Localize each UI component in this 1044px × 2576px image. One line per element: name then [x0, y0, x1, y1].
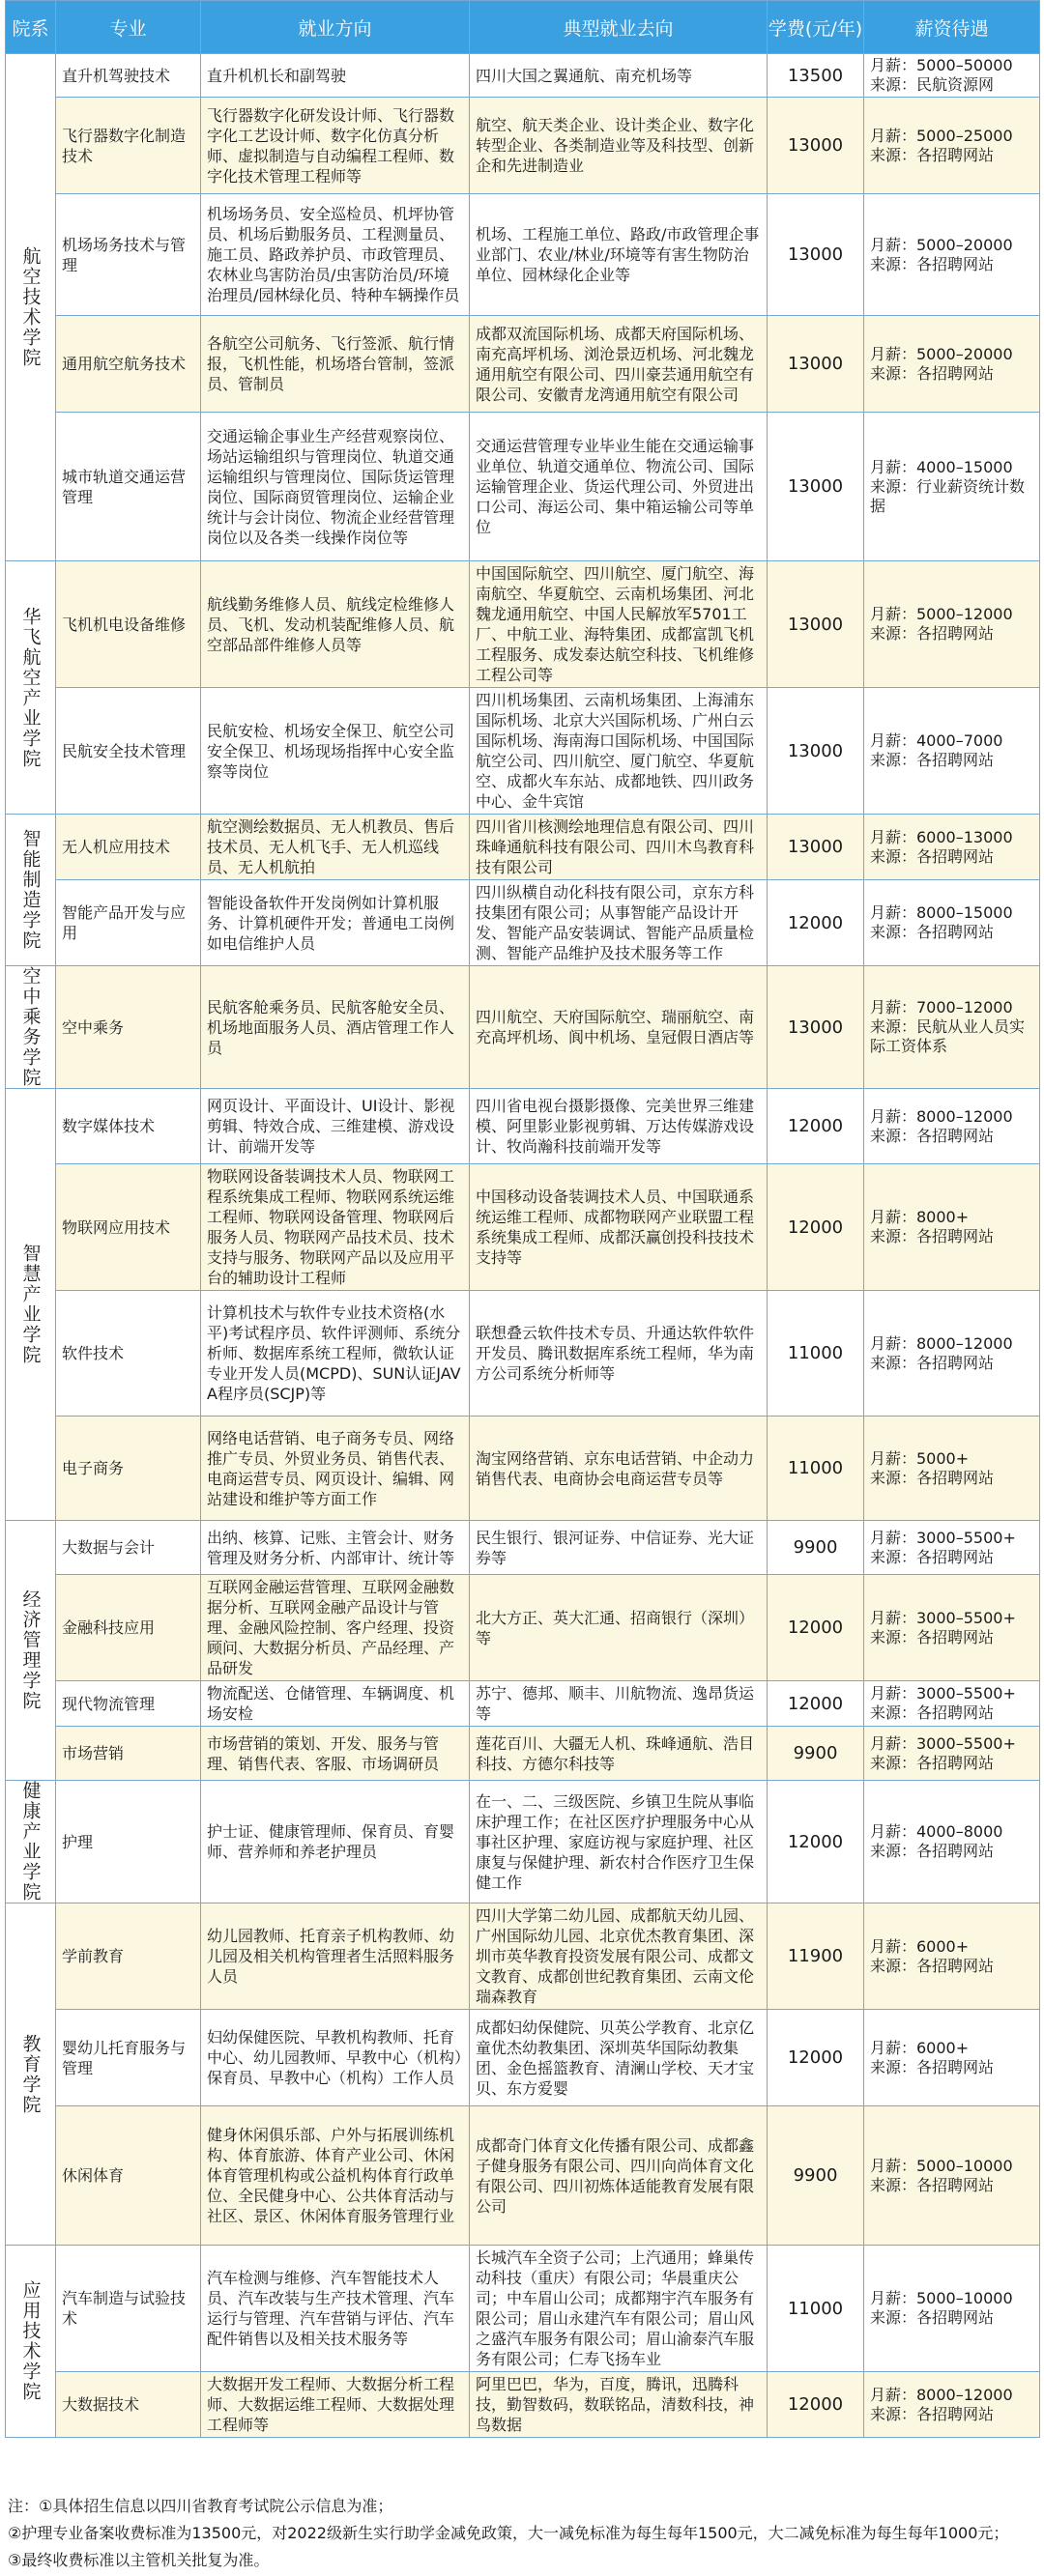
destination-cell: 成都妇幼保健院、贝英公学教育、北京亿童优杰幼教集团、深圳英华国际幼教集团、金色摇篮教育、清澜山学校、天才宝贝、东方爱婴	[470, 2010, 768, 2106]
salary-cell: 月薪：6000–13000 来源：各招聘网站	[864, 815, 1040, 880]
header-college: 院系	[6, 1, 56, 54]
direction-cell: 机场场务员、安全巡检员、机坪协管员、机场后勤服务员、工程测量员、施工员、路政养护员、市政管理员、农林业鸟害防治员/虫害防治员/环境治理员/园林绿化员、特种车辆操作员	[201, 194, 470, 316]
salary-cell: 月薪：5000–10000 来源：各招聘网站	[864, 2106, 1040, 2246]
major-cell: 无人机应用技术	[56, 815, 201, 880]
salary-cell: 月薪：4000–15000 来源：行业薪资统计数据	[864, 413, 1040, 561]
salary-cell: 月薪：4000–8000 来源：各招聘网站	[864, 1781, 1040, 1903]
salary-cell: 月薪：3000–5500+ 来源：各招聘网站	[864, 1575, 1040, 1681]
table-row	[6, 1417, 1040, 1521]
college-name: 智能制造学院	[6, 815, 56, 966]
destination-cell: 在一、二、三级医院、乡镇卫生院从事临床护理工作；在社区医疗护理服务中心从事社区护理、家庭访视与家庭护理、社区康复与保健护理、新农村合作医疗卫生保健工作	[470, 1781, 768, 1903]
major-cell: 护理	[56, 1781, 201, 1903]
major-cell: 智能产品开发与应用	[56, 880, 201, 966]
majors-table	[5, 0, 1040, 2438]
direction-cell: 出纳、核算、记账、主管会计、财务管理及财务分析、内部审计、统计等	[201, 1521, 470, 1575]
destination-cell: 航空、航天类企业、设计类企业、数字化转型企业、各类制造业等及科技型、创新企和先进制造业	[470, 98, 768, 194]
destination-cell: 四川机场集团、云南机场集团、上海浦东国际机场、北京大兴国际机场、广州白云国际机场、海南海口国际机场、中国国际航空公司、四川航空、厦门航空、华夏航空、成都火车东站、成都地铁、四川政务中心、金牛宾馆	[470, 688, 768, 815]
destination-cell: 交通运营管理专业毕业生能在交通运输事业单位、轨道交通单位、物流公司、国际运输管理企业、货运代理公司、外贸进出口公司、海运公司、集中箱运输公司等单位	[470, 413, 768, 561]
salary-cell: 月薪：3000–5500+ 来源：各招聘网站	[864, 1727, 1040, 1781]
major-cell: 大数据与会计	[56, 1521, 201, 1575]
college-name: 华飞航空产业学院	[6, 561, 56, 815]
college-name: 智慧产业学院	[6, 1089, 56, 1521]
footnotes	[8, 2493, 1036, 2574]
salary-cell: 月薪：8000–12000 来源：各招聘网站	[864, 2372, 1040, 2438]
destination-cell: 中国移动设备装调技术人员、中国联通系统运维工程师、成都物联网产业联盟工程系统集成工程师、成都沃赢创投科技技术支持等	[470, 1164, 768, 1291]
destination-cell: 联想叠云软件技术专员、升通达软件软件开发员、腾讯数据库系统工程师，华为南方公司系统分析师等	[470, 1291, 768, 1417]
destination-cell: 民生银行、银河证券、中信证券、光大证券等	[470, 1521, 768, 1575]
table-row	[6, 561, 1040, 688]
destination-cell: 四川航空、天府国际航空、瑞丽航空、南充高坪机场、阆中机场、皇冠假日酒店等	[470, 966, 768, 1089]
fee-cell: 12000	[768, 880, 864, 966]
major-cell: 电子商务	[56, 1417, 201, 1521]
fee-cell: 13500	[768, 54, 864, 98]
direction-cell: 物流配送、仓储管理、车辆调度、机场安检	[201, 1681, 470, 1727]
fee-cell: 12000	[768, 1681, 864, 1727]
destination-cell: 长城汽车全资子公司；上汽通用；蜂巢传动科技（重庆）有限公司；华晨重庆公司；中车眉山公司；成都翔宇汽车服务有限公司；眉山永建汽车有限公司；眉山风之盛汽车服务有限公司；眉山渝泰汽车服务有限公司；仁寿飞扬车业	[470, 2246, 768, 2372]
direction-cell: 幼儿园教师、托育亲子机构教师、幼儿园及相关机构管理者生活照料服务人员	[201, 1903, 470, 2010]
college-name: 健康产业学院	[6, 1781, 56, 1903]
direction-cell: 各航空公司航务、飞行签派、航行情报，飞机性能，机场塔台管制，签派员、管制员	[201, 316, 470, 413]
fee-cell: 9900	[768, 2106, 864, 2246]
salary-cell: 月薪：5000+ 来源：各招聘网站	[864, 1417, 1040, 1521]
major-cell: 汽车制造与试验技术	[56, 2246, 201, 2372]
fee-cell: 13000	[768, 688, 864, 815]
direction-cell: 网页设计、平面设计、UI设计、影视剪辑、特效合成、三维建模、游戏设计、前端开发等	[201, 1089, 470, 1164]
major-cell: 物联网应用技术	[56, 1164, 201, 1291]
table-row	[6, 1727, 1040, 1781]
major-cell: 婴幼儿托育服务与管理	[56, 2010, 201, 2106]
footnote-1: 注：①具体招生信息以四川省教育考试院公示信息为准；	[8, 2497, 393, 2515]
table-row	[6, 2010, 1040, 2106]
salary-cell: 月薪：8000–15000 来源：各招聘网站	[864, 880, 1040, 966]
destination-cell: 北大方正、英大汇通、招商银行（深圳）等	[470, 1575, 768, 1681]
fee-cell: 12000	[768, 1781, 864, 1903]
destination-cell: 成都双流国际机场、成都天府国际机场、南充高坪机场、浏沧景迈机场、河北魏龙通用航空有限公司、四川豪芸通用航空有限公司、安徽青龙湾通用航空有限公司	[470, 316, 768, 413]
table-header-row	[6, 1, 1040, 54]
direction-cell: 物联网设备装调技术人员、物联网工程系统集成工程师、物联网系统运维工程师、物联网设备管理、物联网后服务人员、物联网产品技术员、技术支持与服务、物联网产品以及应用平台的辅助设计工程师	[201, 1164, 470, 1291]
direction-cell: 市场营销的策划、开发、服务与管理、销售代表、客服、市场调研员	[201, 1727, 470, 1781]
salary-cell: 月薪：8000+ 来源：各招聘网站	[864, 1164, 1040, 1291]
destination-cell: 四川大国之翼通航、南充机场等	[470, 54, 768, 98]
table-row	[6, 2246, 1040, 2372]
fee-cell: 12000	[768, 1575, 864, 1681]
header-major: 专业	[56, 1, 201, 54]
table-row	[6, 1781, 1040, 1903]
destination-cell: 阿里巴巴，华为，百度，腾讯，迅腾科技，勤智数码，数联铭品，清数科技，神鸟数据	[470, 2372, 768, 2438]
destination-cell: 苏宁、德邦、顺丰、川航物流、逸昂货运等	[470, 1681, 768, 1727]
direction-cell: 航线勤务维修人员、航线定检维修人员、飞机、发动机装配维修人员、航空部品部件维修人员等	[201, 561, 470, 688]
fee-cell: 13000	[768, 316, 864, 413]
salary-cell: 月薪：3000–5500+ 来源：各招聘网站	[864, 1521, 1040, 1575]
fee-cell: 11000	[768, 2246, 864, 2372]
fee-cell: 13000	[768, 966, 864, 1089]
direction-cell: 网络电话营销、电子商务专员、网络推广专员、外贸业务员、销售代表、电商运营专员、网页设计、编辑、网站建设和维护等方面工作	[201, 1417, 470, 1521]
major-cell: 民航安全技术管理	[56, 688, 201, 815]
direction-cell: 健身休闲俱乐部、户外与拓展训练机构、体育旅游、体育产业公司、休闲体育管理机构或公益机构体育行政单位、全民健身中心、公共体育活动与社区、景区、休闲体育服务管理行业	[201, 2106, 470, 2246]
fee-cell: 13000	[768, 815, 864, 880]
direction-cell: 飞行器数字化研发设计师、飞行器数字化工艺设计师、数字化仿真分析师、虚拟制造与自动编程工程师、数字化技术管理工程师等	[201, 98, 470, 194]
direction-cell: 互联网金融运营管理、互联网金融数据分析、互联网金融产品设计与管理、金融风险控制、客户经理、投资顾问、大数据分析员、产品经理、产品研发	[201, 1575, 470, 1681]
fee-cell: 11000	[768, 1291, 864, 1417]
salary-cell: 月薪：8000–12000 来源：各招聘网站	[864, 1089, 1040, 1164]
salary-cell: 月薪：6000+ 来源：各招聘网站	[864, 2010, 1040, 2106]
major-cell: 大数据技术	[56, 2372, 201, 2438]
table-row	[6, 2372, 1040, 2438]
salary-cell: 月薪：6000+ 来源：各招聘网站	[864, 1903, 1040, 2010]
salary-cell: 月薪：5000–10000 来源：各招聘网站	[864, 2246, 1040, 2372]
table-row	[6, 688, 1040, 815]
table-row	[6, 1681, 1040, 1727]
major-cell: 飞行器数字化制造技术	[56, 98, 201, 194]
major-cell: 直升机驾驶技术	[56, 54, 201, 98]
fee-cell: 12000	[768, 2372, 864, 2438]
direction-cell: 智能设备软件开发岗例如计算机服务、计算机硬件开发；普通电工岗例如电信维护人员	[201, 880, 470, 966]
salary-cell: 月薪：7000–12000 来源：民航从业人员实际工资体系	[864, 966, 1040, 1089]
major-cell: 市场营销	[56, 1727, 201, 1781]
destination-cell: 机场、工程施工单位、路政/市政管理企事业部门、农业/林业/环境等有害生物防治单位、园林绿化企业等	[470, 194, 768, 316]
fee-cell: 9900	[768, 1727, 864, 1781]
college-name: 经济管理学院	[6, 1521, 56, 1781]
table-row	[6, 1521, 1040, 1575]
major-cell: 现代物流管理	[56, 1681, 201, 1727]
table-row	[6, 2106, 1040, 2246]
salary-cell: 月薪：8000–12000 来源：各招聘网站	[864, 1291, 1040, 1417]
direction-cell: 护士证、健康管理师、保育员、育婴师、营养师和养老护理员	[201, 1781, 470, 1903]
salary-cell: 月薪：5000–20000 来源：各招聘网站	[864, 194, 1040, 316]
fee-cell: 13000	[768, 194, 864, 316]
salary-cell: 月薪：5000–25000 来源：各招聘网站	[864, 98, 1040, 194]
college-name: 航空技术学院	[6, 54, 56, 561]
direction-cell: 直升机机长和副驾驶	[201, 54, 470, 98]
destination-cell: 中国国际航空、四川航空、厦门航空、海南航空、华夏航空、云南机场集团、河北魏龙通用航空、中国人民解放军5701工厂、中航工业、海特集团、成都富凯飞机工程服务、成发泰达航空科技、飞机维修工程公司等	[470, 561, 768, 688]
table-row	[6, 1903, 1040, 2010]
footnote-2: ②护理专业备案收费标准为13500元，对2022级新生实行助学金减免政策，大一减免标准为每生每年1500元，大二减免标准为每生每年1000元；	[8, 2524, 1009, 2542]
destination-cell: 四川大学第二幼儿园、成都航天幼儿园、广州国际幼儿园、北京优杰教育集团、深圳市英华教育投资发展有限公司、成都文文教育、成都创世纪教育集团、云南文伦瑞森教育	[470, 1903, 768, 2010]
table-row	[6, 98, 1040, 194]
fee-cell: 13000	[768, 98, 864, 194]
direction-cell: 汽车检测与维修、汽车智能技术人员、汽车改装与生产技术管理、汽车运行与管理、汽车营销与评估、汽车配件销售以及相关技术服务等	[201, 2246, 470, 2372]
major-cell: 数字媒体技术	[56, 1089, 201, 1164]
college-name: 应用技术学院	[6, 2246, 56, 2438]
table-row	[6, 880, 1040, 966]
table-row	[6, 1291, 1040, 1417]
major-cell: 通用航空航务技术	[56, 316, 201, 413]
direction-cell: 大数据开发工程师、大数据分析工程师、大数据运维工程师、大数据处理工程师等	[201, 2372, 470, 2438]
table-body	[6, 54, 1040, 2438]
fee-cell: 12000	[768, 1164, 864, 1291]
direction-cell: 民航安检、机场安全保卫、航空公司安全保卫、机场现场指挥中心安全监察等岗位	[201, 688, 470, 815]
table-row	[6, 966, 1040, 1089]
direction-cell: 交通运输企事业生产经营观察岗位、场站运输组织与管理岗位、轨道交通运输组织与管理岗位、国际货运管理岗位、国际商贸管理岗位、运输企业统计与会计岗位、物流企业经营管理岗位以及各类一线操作岗位等	[201, 413, 470, 561]
salary-cell: 月薪：3000–5500+ 来源：各招聘网站	[864, 1681, 1040, 1727]
fee-cell: 9900	[768, 1521, 864, 1575]
table-row	[6, 54, 1040, 98]
major-cell: 城市轨道交通运营管理	[56, 413, 201, 561]
salary-cell: 月薪：5000–50000 来源：民航资源网	[864, 54, 1040, 98]
major-cell: 飞机机电设备维修	[56, 561, 201, 688]
header-fee: 学费(元/年)	[768, 1, 864, 54]
destination-cell: 四川纵横自动化科技有限公司，京东方科技集团有限公司；从事智能产品设计开发、智能产品安装调试、智能产品质量检测、智能产品维护及技术服务等工作	[470, 880, 768, 966]
table-row	[6, 316, 1040, 413]
fee-cell: 11900	[768, 1903, 864, 2010]
salary-cell: 月薪：5000–20000 来源：各招聘网站	[864, 316, 1040, 413]
college-name: 空中乘务学院	[6, 966, 56, 1089]
table-row	[6, 815, 1040, 880]
destination-cell: 四川省川核测绘地理信息有限公司、四川珠峰通航科技有限公司、四川木鸟教育科技有限公司	[470, 815, 768, 880]
major-cell: 金融科技应用	[56, 1575, 201, 1681]
table-row	[6, 1089, 1040, 1164]
table-row	[6, 1164, 1040, 1291]
header-direction: 就业方向	[201, 1, 470, 54]
salary-cell: 月薪：5000–12000 来源：各招聘网站	[864, 561, 1040, 688]
major-cell: 软件技术	[56, 1291, 201, 1417]
major-cell: 空中乘务	[56, 966, 201, 1089]
table-row	[6, 413, 1040, 561]
direction-cell: 妇幼保健医院、早教机构教师、托育中心、幼儿园教师、早教中心（机构）保育员、早教中心（机构）工作人员	[201, 2010, 470, 2106]
fee-cell: 13000	[768, 561, 864, 688]
destination-cell: 淘宝网络营销、京东电话营销、中企动力销售代表、电商协会电商运营专员等	[470, 1417, 768, 1521]
fee-cell: 12000	[768, 1089, 864, 1164]
table-row	[6, 1575, 1040, 1681]
salary-cell: 月薪：4000–7000 来源：各招聘网站	[864, 688, 1040, 815]
fee-cell: 13000	[768, 413, 864, 561]
direction-cell: 民航客舱乘务员、民航客舱安全员、机场地面服务人员、酒店管理工作人员	[201, 966, 470, 1089]
major-cell: 机场场务技术与管理	[56, 194, 201, 316]
major-cell: 学前教育	[56, 1903, 201, 2010]
footnote-3: ③最终收费标准以主管机关批复为准。	[8, 2551, 270, 2569]
destination-cell: 四川省电视台摄影摄像、完美世界三维建模、阿里影业影视剪辑、万达传媒游戏设计、牧尚瀚科技前端开发等	[470, 1089, 768, 1164]
header-destination: 典型就业去向	[470, 1, 768, 54]
college-name: 教育学院	[6, 1903, 56, 2246]
table-row	[6, 194, 1040, 316]
fee-cell: 11000	[768, 1417, 864, 1521]
major-cell: 休闲体育	[56, 2106, 201, 2246]
destination-cell: 成都奇门体育文化传播有限公司、成都鑫子健身服务有限公司、四川向尚体育文化有限公司、四川初炼体适能教育发展有限公司	[470, 2106, 768, 2246]
direction-cell: 航空测绘数据员、无人机教员、售后技术员、无人机飞手、无人机巡线员、无人机航拍	[201, 815, 470, 880]
header-salary: 薪资待遇	[864, 1, 1040, 54]
direction-cell: 计算机技术与软件专业技术资格(水平)考试程序员、软件评测师、系统分析师、数据库系统工程师，微软认证专业开发人员(MCPD)、SUN认证JAVA程序员(SCJP)等	[201, 1291, 470, 1417]
destination-cell: 莲花百川、大疆无人机、珠峰通航、浩目科技、方德尔科技等	[470, 1727, 768, 1781]
fee-cell: 12000	[768, 2010, 864, 2106]
